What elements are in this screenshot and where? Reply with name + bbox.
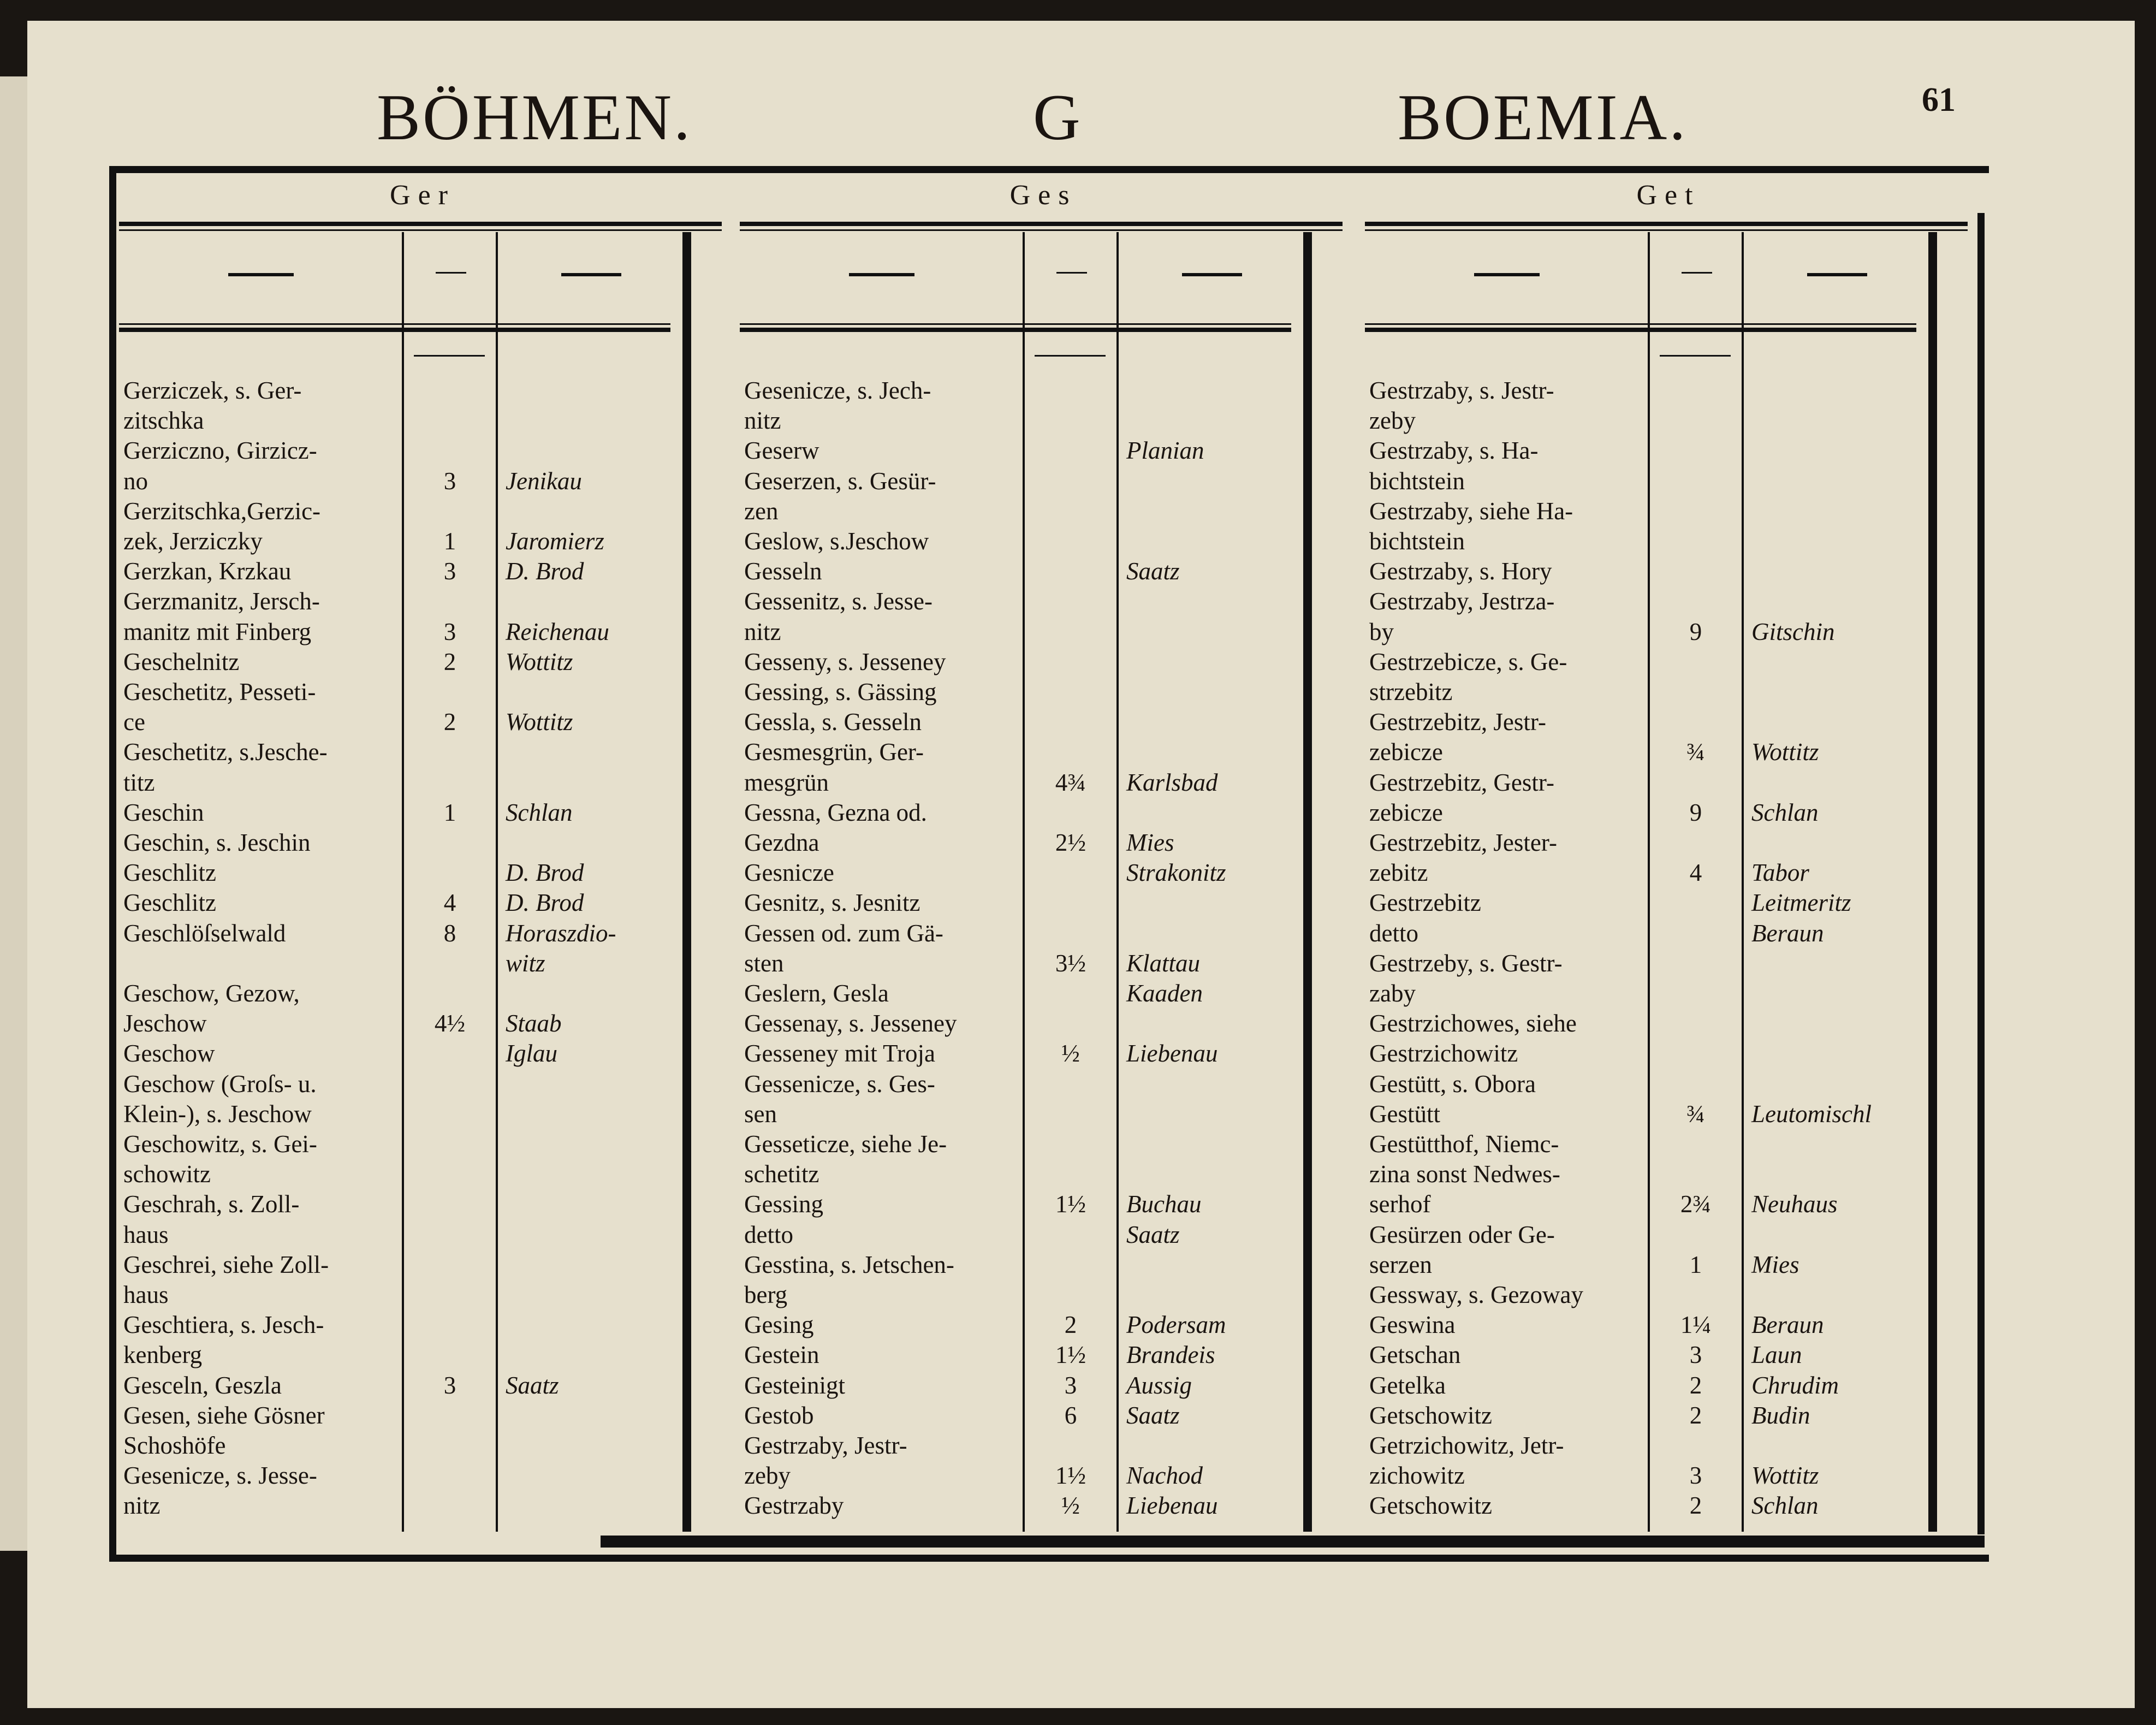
table-row-distance: 2¾ [1680,1190,1712,1218]
table-row-station: Tabor [1751,859,1809,887]
table-row-name: Gesteinigt [744,1371,845,1399]
table-row-name: Geslern, Gesla [744,980,889,1007]
table-row-name: Gestrzebicze, s. Ge- [1369,648,1567,675]
table-row-name: Gessna, Gezna od. [744,798,927,826]
table-row-station: witz [506,949,545,977]
table-row-station: Jenikau [506,467,582,495]
col-divider-1 [402,232,404,1532]
table-row-station: Beraun [1751,1311,1824,1339]
table-row-name: Geschin, s. Jeschin [123,829,311,856]
table-row-station: Schlan [1751,1492,1819,1520]
header-center: G [1033,81,1083,153]
table-row-distance: 1 [443,798,456,826]
table-row-name: by [1369,618,1394,645]
table-row-station: Planian [1126,437,1204,465]
table-row-station: Saatz [506,1371,559,1399]
table-row-station: Chrudim [1751,1371,1839,1399]
table-row-name: Gestrzaby, s. Ha- [1369,437,1539,465]
table-row-distance: 6 [1064,1401,1077,1429]
table-row-name: Gestrzebitz, Jester- [1369,829,1557,856]
table-row-distance: 1 [443,527,456,555]
table-row-name: bichtstein [1369,467,1465,495]
table-row-name: detto [744,1220,793,1248]
table-row-distance: 4 [1689,859,1702,887]
table-row-distance: 3 [443,558,456,585]
table-row-name: Gessway, s. Gezoway [1369,1281,1583,1308]
table-row-name: nitz [123,1492,161,1520]
table-row-name: Gestrzaby, Jestr- [744,1432,907,1459]
table-row-name: Klein-), s. Jeschow [123,1100,312,1128]
table-row-name: zebicze [1369,738,1443,766]
col-header-units-rule [414,355,485,357]
table-row-name: berg [744,1281,788,1308]
col-header-post-dash [1182,273,1242,276]
table-row-station: Strakonitz [1126,859,1226,887]
table-row-name: Geserzen, s. Gesür- [744,467,936,495]
table-row-distance: 3 [443,467,456,495]
table-row-name: sten [744,949,784,977]
col-divider-3 [1303,232,1312,1532]
col-header-units-rule [1660,355,1731,357]
panel-ger [119,175,726,1534]
table-row-station: Leitmeritz [1751,889,1851,917]
table-row-name: haus [123,1281,169,1308]
table-row-distance: 9 [1689,798,1702,826]
table-row-distance: 8 [443,919,456,947]
table-row-distance: ½ [1061,1492,1080,1520]
table-row-name: Gerziczek, s. Ger- [123,377,302,404]
table-row-name: Gesenicze, s. Jesse- [123,1462,317,1490]
table-row-distance: 4¾ [1055,768,1086,796]
table-row-name: zina sonst Nedwes- [1369,1160,1560,1188]
table-row-station: Mies [1126,829,1174,856]
header-thin-rule [119,323,670,325]
title-thin-rule [119,229,722,231]
panel-get [1365,175,1972,1534]
table-row-name: Gessenicze, s. Ges- [744,1070,935,1098]
table-row-distance: 3 [1689,1462,1702,1490]
table-row-station: Karlsbad [1126,768,1218,796]
table-row-name: Geschetitz, Pesseti- [123,678,316,706]
table-row-name: zeby [744,1462,791,1490]
table-row-station: Buchau [1126,1190,1202,1218]
table-row-name: Gessing [744,1190,823,1218]
table-row-distance: 2 [1689,1492,1702,1520]
col-header-name-dash [228,273,294,276]
col-header-units-rule [1035,355,1106,357]
table-row-distance: 2 [443,648,456,675]
table-row-name: Getrzichowitz, Jetr- [1369,1432,1564,1459]
table-row-name: Gestrzaby, Jestrza- [1369,588,1555,615]
header-rule [1365,328,1916,332]
col-header-name-dash [1474,273,1540,276]
table-row-station: D. Brod [506,859,584,887]
table-row-name: Geserw [744,437,819,465]
table-row-distance: 4½ [434,1010,466,1038]
table-row-name: Gesseticze, siehe Je- [744,1130,947,1158]
table-row-name: Gesing [744,1311,814,1339]
header-left: BÖHMEN. [377,81,693,153]
table-row-name: Gezdna [744,829,819,856]
table-row-distance: 3 [443,618,456,645]
table-row-name: Gesürzen oder Ge- [1369,1220,1555,1248]
table-row-name: bichtstein [1369,527,1465,555]
header-right: BOEMIA. [1398,81,1688,153]
col-header-dist-dash [436,272,466,274]
table-row-name: zek, Jerziczky [123,527,263,555]
col-divider-2 [496,232,498,1532]
table-row-name: strzebitz [1369,678,1453,706]
table-row-name: serzen [1369,1250,1432,1278]
table-row-name: Geschtiera, s. Jesch- [123,1311,324,1339]
table-bottom-bar [601,1536,1985,1548]
table-row-station: Schlan [506,798,573,826]
table-row-name: Gestein [744,1341,819,1369]
table-row-station: Leutomischl [1751,1100,1872,1128]
table-row-name: titz [123,768,155,796]
table-row-distance: 1½ [1055,1190,1086,1218]
table-row-name: Gesnicze [744,859,834,887]
table-row-name: Gestütt [1369,1100,1440,1128]
table-row-distance: 3½ [1055,949,1086,977]
table-row-distance: 3 [1689,1341,1702,1369]
table-row-name: Gestrzebitz [1369,889,1481,917]
table-row-name: detto [1369,919,1418,947]
title-thin-rule [1365,229,1968,231]
table-row-station: Kaaden [1126,980,1203,1007]
table-row-distance: 2½ [1055,829,1086,856]
table-row-name: Getschowitz [1369,1401,1492,1429]
table-row-name: Gestrzeby, s. Gestr- [1369,949,1563,977]
table-row-name: Schoshöfe [123,1432,226,1459]
table-row-name: Geswina [1369,1311,1456,1339]
col-header-post-dash [1807,273,1867,276]
table-row-name: Gestob [744,1401,814,1429]
table-row-distance: 1 [1689,1250,1702,1278]
table-row-name: mesgrün [744,768,829,796]
col-divider-2 [1742,232,1744,1532]
col-header-dist-dash [1056,272,1087,274]
table-row-name: Jeschow [123,1010,207,1038]
table-row-station: Wottitz [506,708,573,736]
page-number: 61 [1922,81,1956,118]
table-row-name: Geschelnitz [123,648,240,675]
table-row-name: Getelka [1369,1371,1446,1399]
table-row-station: D. Brod [506,558,584,585]
table-row-name: Geschin [123,798,204,826]
title-rule [1365,222,1968,226]
table-row-name: haus [123,1220,169,1248]
table-row-name: Gesseney mit Troja [744,1040,936,1068]
table-row-station: Liebenau [1126,1492,1218,1520]
table-row-station: Wottitz [1751,738,1819,766]
table-row-distance: 3 [1064,1371,1077,1399]
table-row-name: Getschowitz [1369,1492,1492,1520]
table-row-name: Geschowitz, s. Gei- [123,1130,317,1158]
table-row-distance: 1½ [1055,1341,1086,1369]
table-row-station: D. Brod [506,889,584,917]
col-header-post-dash [561,273,621,276]
table-row-name: Geschow [123,1040,215,1068]
table-row-name: Gestrzaby [744,1492,844,1520]
col-header-dist-dash [1682,272,1712,274]
table-row-station: Staab [506,1010,562,1038]
table-row-name: nitz [744,407,781,435]
table-row-name: Gessenay, s. Jesseney [744,1010,957,1038]
table-row-name: Gessenitz, s. Jesse- [744,588,933,615]
table-row-name: Gestrzichowes, siehe [1369,1010,1577,1038]
table-row-name: Gerzmanitz, Jersch- [123,588,320,615]
table-row-name: no [123,467,148,495]
table-row-distance: ½ [1061,1040,1080,1068]
table-row-name: Geschrei, siehe Zoll- [123,1250,329,1278]
table-row-distance: 2 [1689,1371,1702,1399]
table-row-station: Saatz [1126,558,1180,585]
header-rule [740,328,1291,332]
table-row-distance: 2 [1064,1311,1077,1339]
table-row-station: Mies [1751,1250,1799,1278]
table-row-name: zaby [1369,980,1416,1007]
table-row-name: Gessla, s. Gesseln [744,708,922,736]
table-row-name: Geschow, Gezow, [123,980,300,1007]
table-row-name: zichowitz [1369,1462,1465,1490]
table-row-name: Geschetitz, s.Jesche- [123,738,328,766]
table-row-name: Geschlitz [123,889,216,917]
table-row-name: Geschlöſselwald [123,919,286,947]
table-row-station: Klattau [1126,949,1201,977]
table-row-name: Gestrzebitz, Gestr- [1369,768,1554,796]
table-row-name: zen [744,497,779,525]
table-row-name: Gesen, siehe Gösner [123,1401,325,1429]
table-row-name: Geschow (Groſs- u. [123,1070,317,1098]
table-row-name: Gesseny, s. Jesseney [744,648,946,675]
panel-title: Ger [390,180,455,211]
header-thin-rule [740,323,1291,325]
col-divider-3 [682,232,691,1532]
col-divider-3 [1928,232,1937,1532]
table-row-station: Saatz [1126,1401,1180,1429]
table-row-distance: 1¼ [1680,1311,1712,1339]
table-row-station: Beraun [1751,919,1824,947]
col-divider-2 [1116,232,1119,1532]
table-row-name: Gessing, s. Gässing [744,678,937,706]
table-row-name: zebicze [1369,798,1443,826]
table-row-name: manitz mit Finberg [123,618,312,645]
panel-ges [740,175,1347,1534]
table-row-distance: ¾ [1686,738,1705,766]
table-row-station: Saatz [1126,1220,1180,1248]
table-row-name: Gestrzebitz, Jestr- [1369,708,1546,736]
table-row-station: Aussig [1126,1371,1192,1399]
table-row-distance: 9 [1689,618,1702,645]
table-row-station: Nachod [1126,1462,1203,1490]
table-row-name: Gerzkan, Krzkau [123,558,292,585]
table-row-name: Gesmesgrün, Ger- [744,738,924,766]
table-row-distance: 3 [443,1371,456,1399]
table-row-station: Wottitz [1751,1462,1819,1490]
table-row-name: zitschka [123,407,204,435]
table-row-name: Getschan [1369,1341,1461,1369]
panel-title: Get [1636,180,1701,211]
table-frame-right [1977,213,1985,1534]
table-row-name: Gerziczno, Girzicz- [123,437,317,465]
table-row-name: kenberg [123,1341,203,1369]
table-row-station: Iglau [506,1040,557,1068]
table-row-distance: ¾ [1686,1100,1705,1128]
table-row-station: Podersam [1126,1311,1226,1339]
table-row-name: Geschrah, s. Zoll- [123,1190,300,1218]
table-row-name: Gerzitschka,Gerzic- [123,497,321,525]
table-row-name: Gesnitz, s. Jesnitz [744,889,920,917]
table-row-name: Gesseln [744,558,822,585]
table-row-name: Gestrzaby, siehe Ha- [1369,497,1573,525]
table-row-distance: 1½ [1055,1462,1086,1490]
table-row-name: Gestütthof, Niemc- [1369,1130,1559,1158]
table-row-station: Jaromierz [506,527,604,555]
title-rule [119,222,722,226]
header-rule [119,328,670,332]
table-row-station: Budin [1751,1401,1810,1429]
table-row-name: Gessen od. zum Gä- [744,919,943,947]
table-row-name: serhof [1369,1190,1431,1218]
table-row-station: Laun [1751,1341,1802,1369]
table-row-distance: 2 [443,708,456,736]
table-row-name: Gesceln, Geszla [123,1371,282,1399]
table-row-station: Wottitz [506,648,573,675]
table-row-distance: 2 [1689,1401,1702,1429]
table-row-name: schetitz [744,1160,819,1188]
table-row-name: Gestütt, s. Obora [1369,1070,1536,1098]
table-row-station: Brandeis [1126,1341,1215,1369]
table-row-name: sen [744,1100,777,1128]
table-row-name: Gestrzaby, s. Jestr- [1369,377,1554,404]
table-row-name: Geschlitz [123,859,216,887]
panel-title: Ges [1009,180,1077,211]
col-header-name-dash [849,273,914,276]
table-row-name: Gesenicze, s. Jech- [744,377,931,404]
table-row-station: Gitschin [1751,618,1835,645]
table-row-distance: 4 [443,889,456,917]
table-row-name: Gestrzaby, s. Hory [1369,558,1552,585]
table-row-name: Gesstina, s. Jetschen- [744,1250,954,1278]
table-row-name: ce [123,708,145,736]
table-row-station: Schlan [1751,798,1819,826]
table-row-station: Horaszdio- [506,919,616,947]
table-row-name: Gestrzichowitz [1369,1040,1518,1068]
table-row-station: Reichenau [506,618,609,645]
table-row-station: Neuhaus [1751,1190,1838,1218]
table-row-name: nitz [744,618,781,645]
title-rule [740,222,1343,226]
table-row-name: zebitz [1369,859,1428,887]
table-row-name: schowitz [123,1160,211,1188]
table-row-station: Liebenau [1126,1040,1218,1068]
header-thin-rule [1365,323,1916,325]
table-row-name: Geslow, s.Jeschow [744,527,929,555]
title-thin-rule [740,229,1343,231]
table-row-name: zeby [1369,407,1416,435]
